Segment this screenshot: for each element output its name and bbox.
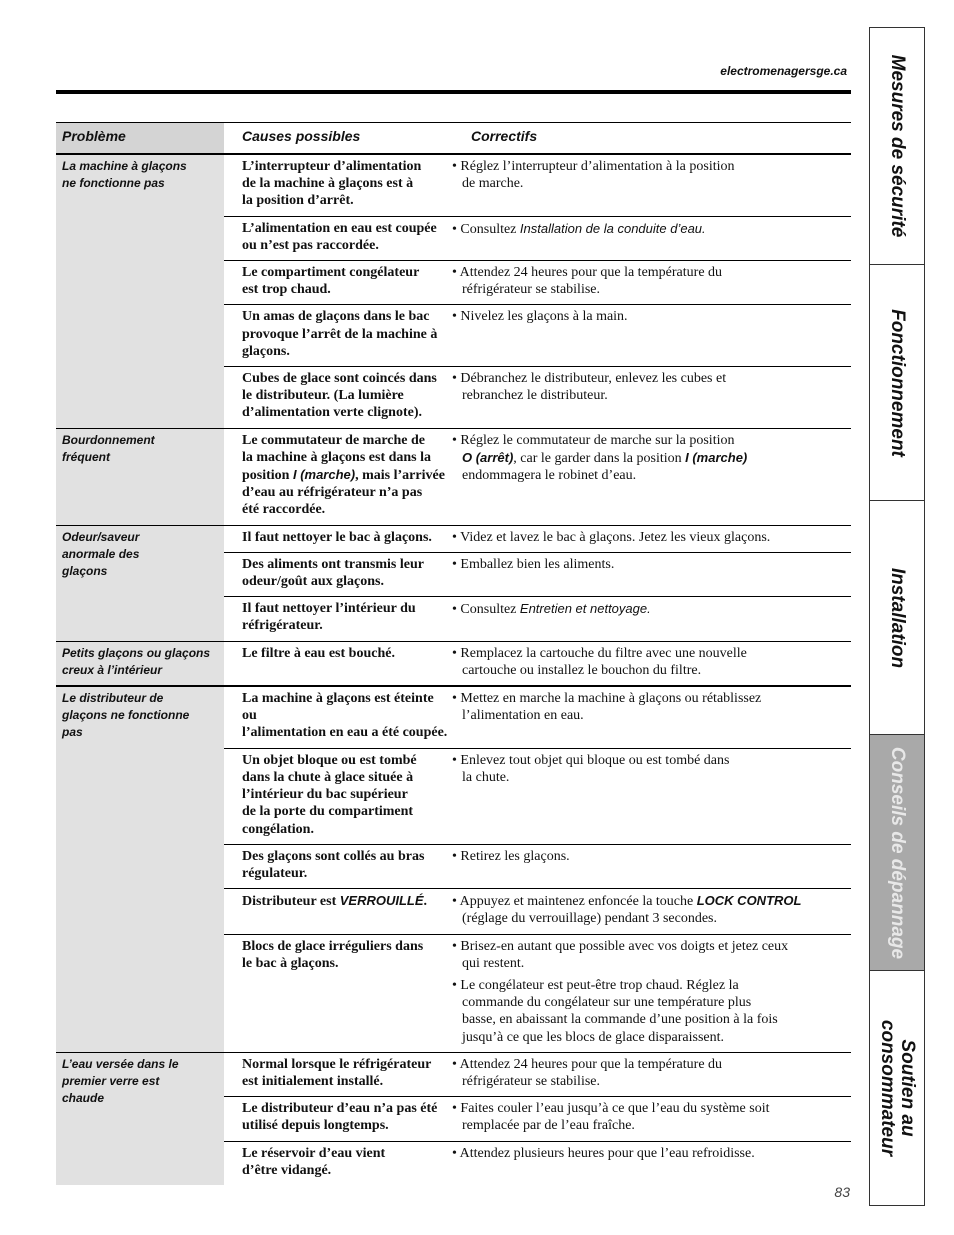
text-run: Petits glaçons ou glaçons creux à l’intérieur xyxy=(62,645,211,677)
text-run: Le réservoir d’eau vient d’être vidangé. xyxy=(242,1145,386,1178)
fix-cell xyxy=(452,429,851,525)
emphasis-text: O (arrêt) xyxy=(462,449,514,465)
problem-cell xyxy=(56,687,224,1052)
cause-cell xyxy=(224,1097,452,1140)
text-run: . xyxy=(423,894,428,910)
text-run: • Faites couler l’eau jusqu’à ce que l’eau du système soit remplacée par de l’eau fraîche. xyxy=(452,1101,770,1134)
tab-label: Soutien au consommateur xyxy=(877,1019,918,1156)
problem-cell xyxy=(56,526,224,641)
fix-cell xyxy=(452,305,851,366)
text-run: • Consultez xyxy=(452,602,520,618)
cause-cell xyxy=(224,749,452,844)
table-row xyxy=(224,1142,851,1185)
fix-cell xyxy=(452,749,851,844)
text-run: Il faut nettoyer l’intérieur du réfrigérateur. xyxy=(242,601,416,634)
fix-item xyxy=(452,432,851,485)
cause-cell xyxy=(224,261,452,304)
table-row xyxy=(224,642,851,685)
section-tabs xyxy=(869,27,925,1206)
table-row xyxy=(224,597,851,640)
table-row xyxy=(224,1097,851,1141)
fix-item xyxy=(452,1145,851,1162)
cause-cell xyxy=(224,526,452,552)
text-run: Un amas de glaçons dans le bac provoque l’arrêt de la machine à glaçons. xyxy=(242,309,438,359)
problem-cell xyxy=(56,429,224,525)
problem-group xyxy=(56,642,851,687)
problem-group xyxy=(56,687,851,1053)
cause-rows xyxy=(224,429,851,525)
cause-cell xyxy=(224,217,452,260)
text-run: Il faut nettoyer le bac à glaçons. xyxy=(242,529,432,545)
problem-group xyxy=(56,155,851,429)
emphasis-text: LOCK CONTROL xyxy=(696,893,802,909)
cause-cell xyxy=(224,935,452,1052)
fix-cell xyxy=(452,367,851,428)
cause-cell xyxy=(224,367,452,428)
fix-cell xyxy=(452,155,851,216)
text-run: (réglage du verrouillage) pendant 3 secondes. xyxy=(462,911,718,927)
fix-item xyxy=(452,264,851,298)
text-run: , mais l’arrivée d’eau au réfrigérateur n’a pas été raccordée. xyxy=(242,468,445,518)
cause-rows xyxy=(224,526,851,641)
tab-conseils-de-d-pannage[interactable] xyxy=(870,735,924,971)
text-run: • Consultez xyxy=(452,221,520,237)
cause-cell xyxy=(224,305,452,366)
text-run: La machine à glaçons ne fonctionne pas xyxy=(62,159,187,190)
text-run: endommagera le robinet d’eau. xyxy=(462,468,637,484)
header-rule xyxy=(56,90,851,94)
text-run: • Enlevez tout objet qui bloque ou est tombé dans la chute. xyxy=(452,752,730,785)
tab-fonctionnement[interactable] xyxy=(870,265,924,501)
fix-item xyxy=(452,977,851,1046)
table-row xyxy=(224,217,851,261)
fix-cell xyxy=(452,261,851,304)
cause-cell xyxy=(224,553,452,596)
fix-cell xyxy=(452,845,851,888)
text-run: Des aliments ont transmis leur odeur/goût aux glaçons. xyxy=(242,556,424,590)
text-run: Distributeur est xyxy=(242,894,340,910)
page-number: 83 xyxy=(834,1184,850,1200)
text-run: Le compartiment congélateur est trop chaud. xyxy=(242,265,420,298)
cause-rows xyxy=(224,687,851,1052)
emphasis-text: Entretien et nettoyage. xyxy=(519,601,651,617)
emphasis-text: VERROUILLÉ xyxy=(339,893,424,909)
table-row xyxy=(224,889,851,934)
table-row xyxy=(224,261,851,305)
fix-cell xyxy=(452,889,851,933)
fixes-column-header: Correctifs xyxy=(471,128,538,144)
text-run: , car le garder dans la position xyxy=(513,450,686,466)
fix-cell xyxy=(452,1142,851,1185)
cause-cell xyxy=(224,429,452,525)
text-run: Le filtre à eau est bouché. xyxy=(242,645,395,661)
table-row xyxy=(224,749,851,845)
fix-item xyxy=(452,220,851,238)
fix-item xyxy=(452,892,851,927)
fix-item xyxy=(452,690,851,724)
text-run: Le distributeur de glaçons ne fonctionne pas xyxy=(62,691,190,740)
website-url: electromenagersge.ca xyxy=(720,64,847,78)
cause-cell xyxy=(224,687,452,748)
fix-cell xyxy=(452,526,851,552)
text-run: Blocs de glace irréguliers dans le bac à glaçons. xyxy=(242,938,424,971)
tab-label: Conseils de dépannage xyxy=(887,746,908,959)
tab-soutien-au-consommateur[interactable] xyxy=(870,971,924,1204)
fix-item xyxy=(452,158,851,192)
table-row xyxy=(224,305,851,367)
emphasis-text: I (marche) xyxy=(685,449,748,465)
cause-rows xyxy=(224,642,851,685)
cause-cell xyxy=(224,597,452,640)
text-run: • Brisez-en autant que possible avec vos doigts et jetez ceux qui restent. xyxy=(452,938,789,971)
fix-cell xyxy=(452,217,851,260)
cause-cell xyxy=(224,1053,452,1096)
text-run: L’alimentation en eau est coupée ou n’est pas raccordée. xyxy=(242,220,437,253)
text-run: • Attendez 24 heures pour que la température du réfrigérateur se stabilise. xyxy=(452,265,723,298)
text-run: • Le congélateur est peut-être trop chaud. Réglez la commande du congélateur sur une température plus basse, en abaissant la commande d’une position à la fois jusqu’à ce que les blocs de glace disparaissent. xyxy=(452,977,778,1045)
causes-column-header: Causes possibles xyxy=(242,128,361,144)
text-run: • Réglez le commutateur de marche sur la position xyxy=(452,432,735,448)
fix-cell xyxy=(452,597,851,640)
text-run: Un objet bloque ou est tombé dans la chute à glace située à l’intérieur du bac supérieur de la porte du compartiment congélation. xyxy=(242,752,417,837)
fix-item xyxy=(452,308,851,325)
fix-cell xyxy=(452,687,851,748)
fix-item xyxy=(452,600,851,618)
tab-installation[interactable] xyxy=(870,501,924,735)
fix-cell xyxy=(452,935,851,1052)
fix-item xyxy=(452,1056,851,1090)
fix-item xyxy=(452,752,851,786)
cause-rows xyxy=(224,1053,851,1185)
text-run: Normal lorsque le réfrigérateur est initialement installé. xyxy=(242,1056,432,1089)
troubleshooting-table xyxy=(56,122,851,1185)
text-run: • Mettez en marche la machine à glaçons ou rétablissez l’alimentation en eau. xyxy=(452,691,762,724)
problem-group xyxy=(56,429,851,526)
table-row xyxy=(224,687,851,749)
fix-item xyxy=(452,848,851,865)
fix-item xyxy=(452,645,851,679)
text-run: • Emballez bien les aliments. xyxy=(452,556,615,572)
problem-cell xyxy=(56,1053,224,1185)
emphasis-text: Installation de la conduite d’eau. xyxy=(519,220,706,236)
text-run: Des glaçons sont collés au bras régulateur. xyxy=(242,848,425,881)
text-run: • Appuyez et maintenez enfoncée la touche xyxy=(452,894,697,910)
fix-item xyxy=(452,556,851,573)
text-run: • Réglez l’interrupteur d’alimentation à la position de marche. xyxy=(452,159,735,192)
text-run: L’eau versée dans le premier verre est chaude xyxy=(62,1056,179,1105)
text-run: • Débranchez le distributeur, enlevez les cubes et rebranchez le distributeur. xyxy=(452,371,727,404)
tab-mesures-de-s-curit[interactable] xyxy=(870,28,924,265)
table-row xyxy=(224,367,851,428)
table-row xyxy=(224,155,851,217)
text-run: • Remplacez la cartouche du filtre avec une nouvelle cartouche ou installez le bouchon du filtre. xyxy=(452,645,747,678)
table-row xyxy=(224,845,851,889)
text-run: Le distributeur d’eau n’a pas été utilisé depuis longtemps. xyxy=(242,1101,438,1134)
fix-item xyxy=(452,938,851,972)
text-run: Le commutateur de marche de la machine à glaçons est dans la position xyxy=(242,432,432,484)
problem-group xyxy=(56,1053,851,1185)
tab-label: Installation xyxy=(887,567,908,668)
text-run: • Attendez 24 heures pour que la température du réfrigérateur se stabilise. xyxy=(452,1056,723,1089)
text-run: La machine à glaçons est éteinte ou l’alimentation en eau a été coupée. xyxy=(242,691,448,741)
cause-cell xyxy=(224,642,452,685)
table-row xyxy=(224,1053,851,1097)
cause-cell xyxy=(224,845,452,888)
problem-cell xyxy=(56,155,224,428)
fix-cell xyxy=(452,642,851,685)
tab-label: Mesures de sécurité xyxy=(887,54,908,238)
table-row xyxy=(224,935,851,1052)
problem-group xyxy=(56,526,851,642)
problem-cell xyxy=(56,642,224,685)
text-run: • Nivelez les glaçons à la main. xyxy=(452,309,628,325)
fix-item xyxy=(452,370,851,404)
fix-cell xyxy=(452,1053,851,1096)
emphasis-text: I (marche) xyxy=(292,467,356,483)
text-run: Bourdonnement fréquent xyxy=(62,432,155,464)
cause-cell xyxy=(224,1142,452,1185)
table-row xyxy=(224,526,851,553)
problem-column-header: Problème xyxy=(62,128,126,144)
fix-cell xyxy=(452,1097,851,1140)
table-row xyxy=(224,553,851,597)
text-run: • Attendez plusieurs heures pour que l’eau refroidisse. xyxy=(452,1145,755,1161)
fix-cell xyxy=(452,553,851,596)
text-run: Cubes de glace sont coincés dans le distributeur. (La lumière d’alimentation verte clignote). xyxy=(242,371,437,421)
fix-item xyxy=(452,529,851,546)
text-run: • Retirez les glaçons. xyxy=(452,848,570,864)
table-body xyxy=(56,155,851,1185)
cause-cell xyxy=(224,889,452,933)
cause-cell xyxy=(224,155,452,216)
text-run: • Videz et lavez le bac à glaçons. Jetez les vieux glaçons. xyxy=(452,529,771,545)
cause-rows xyxy=(224,155,851,428)
text-run: L’interrupteur d’alimentation de la machine à glaçons est à la position d’arrêt. xyxy=(242,159,422,209)
fix-item xyxy=(452,1100,851,1134)
table-row xyxy=(224,429,851,525)
tab-label: Fonctionnement xyxy=(887,308,908,457)
table-header xyxy=(56,122,851,155)
text-run: Odeur/saveur anormale des glaçons xyxy=(62,529,140,578)
